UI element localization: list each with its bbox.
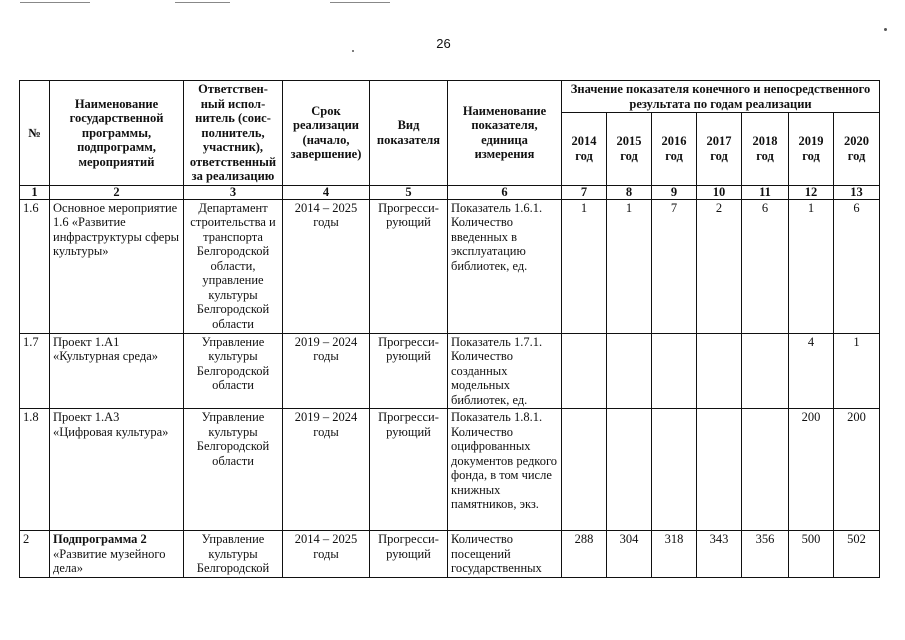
header-year: 2016 год [652, 113, 697, 185]
row-term: 2014 – 2025 годы [283, 531, 370, 578]
row-type: Прогресси-рующий [370, 409, 448, 531]
row-value: 502 [834, 531, 880, 578]
row-value [562, 409, 607, 531]
page-number: 26 [436, 36, 451, 51]
row-value [607, 333, 652, 409]
scan-artifact-line [330, 2, 390, 3]
scan-artifact-line [175, 2, 230, 3]
row-value: 200 [834, 409, 880, 531]
row-value: 356 [742, 531, 789, 578]
header-num: № [20, 81, 50, 186]
header-name: Наименование государственной программы, подпрограмм, мероприятий [50, 81, 184, 186]
column-number: 1 [20, 185, 50, 199]
row-term: 2019 – 2024 годы [283, 333, 370, 409]
row-value [697, 333, 742, 409]
row-value [742, 409, 789, 531]
column-number-row [20, 185, 880, 199]
column-number: 5 [370, 185, 448, 199]
row-indicator: Количество посещений государственных [448, 531, 562, 578]
header-year: 2015 год [607, 113, 652, 185]
row-type: Прогресси-рующий [370, 199, 448, 333]
column-number: 2 [50, 185, 184, 199]
scan-artifact-dot [352, 50, 354, 52]
row-num: 1.8 [20, 409, 50, 531]
row-value [652, 409, 697, 531]
row-num: 2 [20, 531, 50, 578]
row-value [652, 333, 697, 409]
column-number: 10 [697, 185, 742, 199]
row-indicator: Показатель 1.7.1. Количество созданных модельных библиотек, ед. [448, 333, 562, 409]
row-value [742, 333, 789, 409]
row-type: Прогресси-рующий [370, 333, 448, 409]
row-name-bold: Подпрограмма 2 [53, 532, 147, 546]
row-responsible: Управление культуры Белгородской области [184, 333, 283, 409]
row-indicator: Показатель 1.6.1. Количество введенных в эксплуатацию библиотек, ед. [448, 199, 562, 333]
row-num: 1.7 [20, 333, 50, 409]
column-number: 7 [562, 185, 607, 199]
column-number: 11 [742, 185, 789, 199]
row-value: 200 [789, 409, 834, 531]
row-responsible: Управление культуры Белгородской [184, 531, 283, 578]
row-value: 1 [562, 199, 607, 333]
row-value: 7 [652, 199, 697, 333]
row-value: 4 [789, 333, 834, 409]
table-row [20, 333, 880, 409]
row-responsible: Управление культуры Белгородской области [184, 409, 283, 531]
column-number: 12 [789, 185, 834, 199]
header-indicator: Наименование показателя, единица измерения [448, 81, 562, 186]
header-year: 2020 год [834, 113, 880, 185]
column-number: 13 [834, 185, 880, 199]
header-term: Срок реализации (начало, завершение) [283, 81, 370, 186]
column-number: 6 [448, 185, 562, 199]
row-value: 1 [607, 199, 652, 333]
header-year: 2018 год [742, 113, 789, 185]
row-value [562, 333, 607, 409]
row-responsible: Департамент строительства и транспорта Белгородской области, управление культуры Белгородской области [184, 199, 283, 333]
scan-artifact-dot [884, 28, 887, 31]
table-row [20, 531, 880, 578]
row-name: Проект 1.А1 «Культурная среда» [50, 333, 184, 409]
row-name-text: «Развитие музейного дела» [53, 546, 166, 575]
row-name: Проект 1.А3 «Цифровая культура» [50, 409, 184, 531]
table-row [20, 409, 880, 531]
column-number: 3 [184, 185, 283, 199]
row-value: 304 [607, 531, 652, 578]
row-name [50, 531, 184, 578]
row-value: 343 [697, 531, 742, 578]
header-year: 2017 год [697, 113, 742, 185]
scan-artifact-line [20, 2, 90, 3]
row-value: 6 [834, 199, 880, 333]
column-number: 9 [652, 185, 697, 199]
header-type: Вид показателя [370, 81, 448, 186]
row-value: 500 [789, 531, 834, 578]
header-responsible: Ответствен-ный испол-нитель (соис-полнитель, участник), ответственный за реализацию [184, 81, 283, 186]
row-value [607, 409, 652, 531]
column-number: 8 [607, 185, 652, 199]
row-value: 288 [562, 531, 607, 578]
row-term: 2019 – 2024 годы [283, 409, 370, 531]
header-year: 2014 год [562, 113, 607, 185]
row-type: Прогресси-рующий [370, 531, 448, 578]
header-year: 2019 год [789, 113, 834, 185]
row-num: 1.6 [20, 199, 50, 333]
header-values-group: Значение показателя конечного и непосредственного результата по годам реализации [562, 81, 880, 113]
row-term: 2014 – 2025 годы [283, 199, 370, 333]
row-value: 318 [652, 531, 697, 578]
row-value [697, 409, 742, 531]
row-name: Основное мероприятие 1.6 «Развитие инфраструктуры сферы культуры» [50, 199, 184, 333]
row-value: 1 [834, 333, 880, 409]
row-value: 2 [697, 199, 742, 333]
indicator-table [19, 80, 880, 578]
column-number: 4 [283, 185, 370, 199]
row-value: 1 [789, 199, 834, 333]
row-indicator: Показатель 1.8.1. Количество оцифрованных документов редкого фонда, в том числе книжных памятников, экз. [448, 409, 562, 531]
table-row [20, 199, 880, 333]
row-value: 6 [742, 199, 789, 333]
